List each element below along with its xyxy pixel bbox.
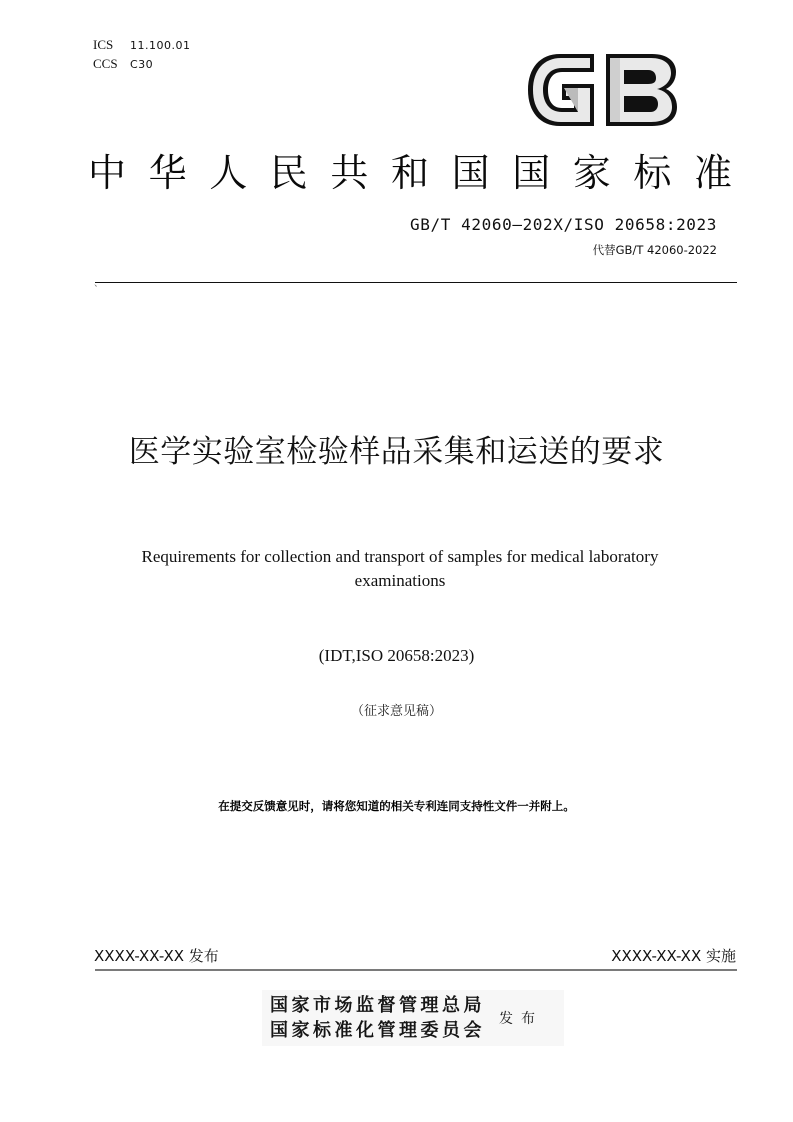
- chinese-title: 医学实验室检验样品采集和运送的要求: [128, 434, 665, 470]
- ccs-value: C30: [130, 58, 154, 71]
- issuer-names: [262, 993, 485, 1043]
- ccs-code: [93, 56, 153, 73]
- gb-logo: [524, 50, 680, 130]
- issue-date: XXXX-XX-XX 发布: [94, 947, 219, 965]
- gb-logo-icon: [524, 50, 680, 130]
- ics-code: [93, 37, 190, 54]
- ccs-label: CCS: [93, 56, 118, 71]
- footer-divider: [95, 969, 737, 971]
- patent-notice: 在提交反馈意见时，请将您知道的相关专利连同支持性文件一并附上。: [218, 799, 575, 813]
- standard-number: GB/T 42060—202X/ISO 20658:2023: [410, 215, 717, 234]
- draft-status: （征求意见稿）: [350, 704, 442, 719]
- stray-mark: 、: [94, 278, 104, 288]
- ics-value: 11.100.01: [130, 39, 191, 52]
- english-title: Requirements for collection and transport of samples for medical laboratory examinations: [141, 547, 659, 590]
- adoption-degree: (IDT,ISO 20658:2023): [318, 646, 475, 665]
- implementation-date: XXXX-XX-XX 实施: [611, 947, 736, 965]
- issuer-sac: 国家标准化管理委员会: [270, 1020, 485, 1041]
- issuer-block: [262, 990, 564, 1046]
- replaces-standard: 代替GB/T 42060-2022: [592, 243, 717, 257]
- issue-verb: 发布: [499, 1011, 543, 1027]
- header-divider: [95, 282, 737, 283]
- ics-label: ICS: [93, 37, 114, 52]
- national-standard-title: 中华人民共和国国家标准: [88, 151, 738, 195]
- issuer-samr: 国家市场监督管理总局: [270, 995, 485, 1016]
